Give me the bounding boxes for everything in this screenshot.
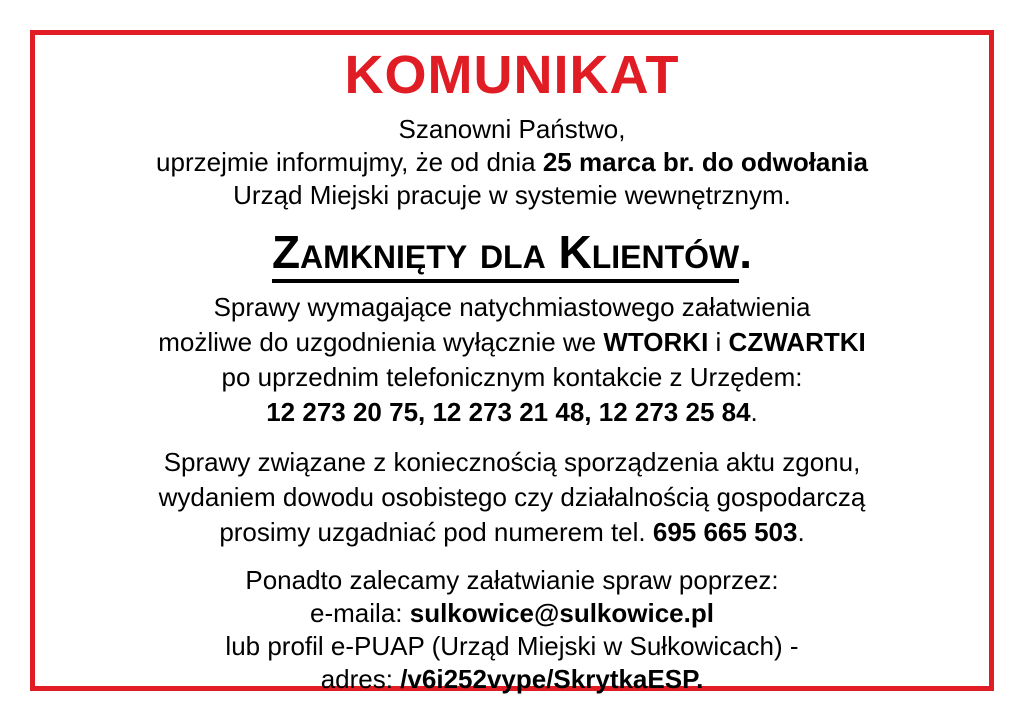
text-segment: e-maila: [310, 598, 410, 628]
text-segment: . [750, 397, 758, 427]
text-line [35, 480, 989, 515]
text-line [35, 113, 989, 146]
text-segment: wydaniem dowodu osobistego czy działalnością gospodarczą [158, 482, 866, 512]
text-line [35, 179, 989, 212]
text-segment: po uprzednim telefonicznym kontakcie z Urzędem: [221, 362, 803, 392]
urgent-matters-paragraph [35, 445, 989, 550]
text-line [35, 597, 989, 630]
contact-channels-paragraph [35, 564, 989, 696]
text-line [35, 290, 989, 325]
text-segment: Sprawy wymagające natychmiastowego załatwienia [213, 292, 811, 322]
text-segment: . [797, 517, 805, 547]
text-segment: prosimy uzgadniać pod numerem tel. [219, 517, 653, 547]
text-line [35, 564, 989, 597]
text-segment: adres: [320, 664, 401, 694]
bold-text-segment: 25 marca br. do odwołania [542, 147, 868, 177]
text-line [35, 360, 989, 395]
notice-title: KOMUNIKAT [344, 45, 680, 105]
bold-text-segment: CZWARTKI [728, 327, 866, 357]
text-line [35, 445, 989, 480]
bold-text-segment: /v6i252vype/SkrytkaESP. [400, 664, 704, 694]
text-line [35, 146, 989, 179]
text-line [35, 663, 989, 696]
text-segment: Urząd Miejski pracuje w systemie wewnętrznym. [233, 180, 791, 210]
text-segment: lub profil e-PUAP (Urząd Miejski w Sułkowicach) - [225, 631, 799, 661]
bold-text-segment: 12 273 20 75, 12 273 21 48, 12 273 25 84 [266, 397, 751, 427]
closed-heading [35, 227, 989, 277]
text-segment: Sprawy związane z koniecznością sporządzenia aktu zgonu, [163, 447, 861, 477]
text-segment: Ponadto zalecamy załatwianie spraw poprzez: [245, 565, 779, 595]
text-line [35, 630, 989, 663]
text-line [35, 515, 989, 550]
intro-paragraph [35, 113, 989, 212]
bold-text-segment: WTORKI [603, 327, 709, 357]
text-segment: możliwe do uzgodnienia wyłącznie we [158, 327, 604, 357]
text-line [35, 395, 989, 430]
text-segment: i [708, 327, 729, 357]
appointments-paragraph [35, 290, 989, 430]
closed-heading-period: . [739, 226, 753, 278]
text-line [35, 325, 989, 360]
bold-text-segment: 695 665 503 [652, 517, 798, 547]
text-segment: Szanowni Państwo, [398, 114, 626, 144]
closed-heading-text: Zamknięty dla Klientów [272, 226, 739, 283]
notice-board [30, 30, 994, 694]
bold-text-segment: sulkowice@sulkowice.pl [409, 598, 714, 628]
text-segment: uprzejmie informujmy, że od dnia [156, 147, 543, 177]
